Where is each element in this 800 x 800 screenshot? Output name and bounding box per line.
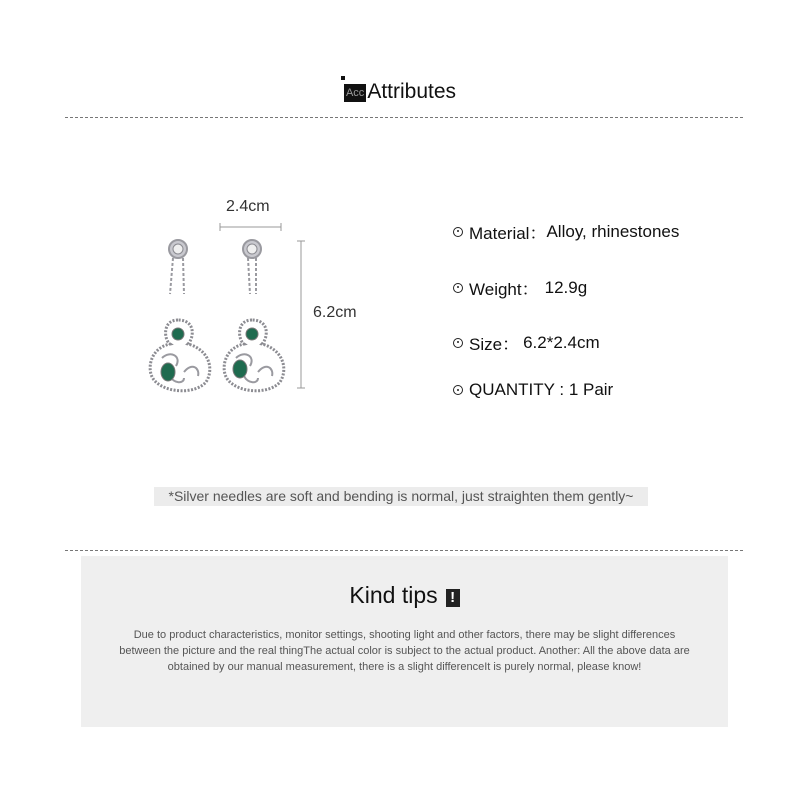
attribute-material (453, 219, 679, 244)
attribute-label: Weight： (469, 280, 539, 299)
bullet-icon (453, 227, 463, 237)
height-measure-line (297, 241, 305, 388)
attribute-value: Alloy, rhinestones (546, 221, 680, 241)
width-measure-line (220, 223, 281, 231)
attribute-value: 12.9g (544, 277, 588, 297)
bullet-icon (453, 283, 463, 293)
kind-tips-panel (81, 556, 728, 727)
care-note: *Silver needles are soft and bending is normal, just straighten them gently~ (154, 487, 648, 506)
bullet-icon (453, 385, 463, 395)
kind-tips-heading (81, 582, 728, 609)
attribute-weight (453, 275, 587, 300)
title-text: Attributes (367, 80, 457, 103)
height-dimension-label: 6.2cm (313, 304, 357, 321)
title-dot-decoration (341, 76, 345, 80)
earrings-product-image (140, 190, 320, 410)
exclamation-icon: ! (446, 589, 460, 607)
earring-right (224, 240, 284, 391)
attribute-label: Material： (469, 224, 547, 243)
divider-bottom (65, 550, 743, 551)
attribute-label: Size： (469, 335, 520, 354)
earring-left (150, 240, 210, 391)
section-title (0, 80, 800, 104)
attribute-value: 6.2*2.4cm (523, 332, 600, 352)
divider-top (65, 117, 743, 118)
attribute-quantity (453, 380, 613, 400)
bullet-icon (453, 338, 463, 348)
attribute-size (453, 330, 600, 355)
kind-tips-title: Kind tips (349, 582, 438, 608)
kind-tips-text: Due to product characteristics, monitor settings, shooting light and other factors, there may be slight differences between the picture and the real thingThe actual color is subject to the actual product. Another: All the above data are obtained by our manual measurement, there is a slight differenceIt is purely normal, please know! (119, 629, 690, 673)
title-tag: Acc (344, 84, 366, 102)
width-dimension-label: 2.4cm (226, 198, 270, 215)
attribute-value: 1 Pair (568, 380, 614, 399)
attribute-label: QUANTITY : (469, 380, 569, 399)
